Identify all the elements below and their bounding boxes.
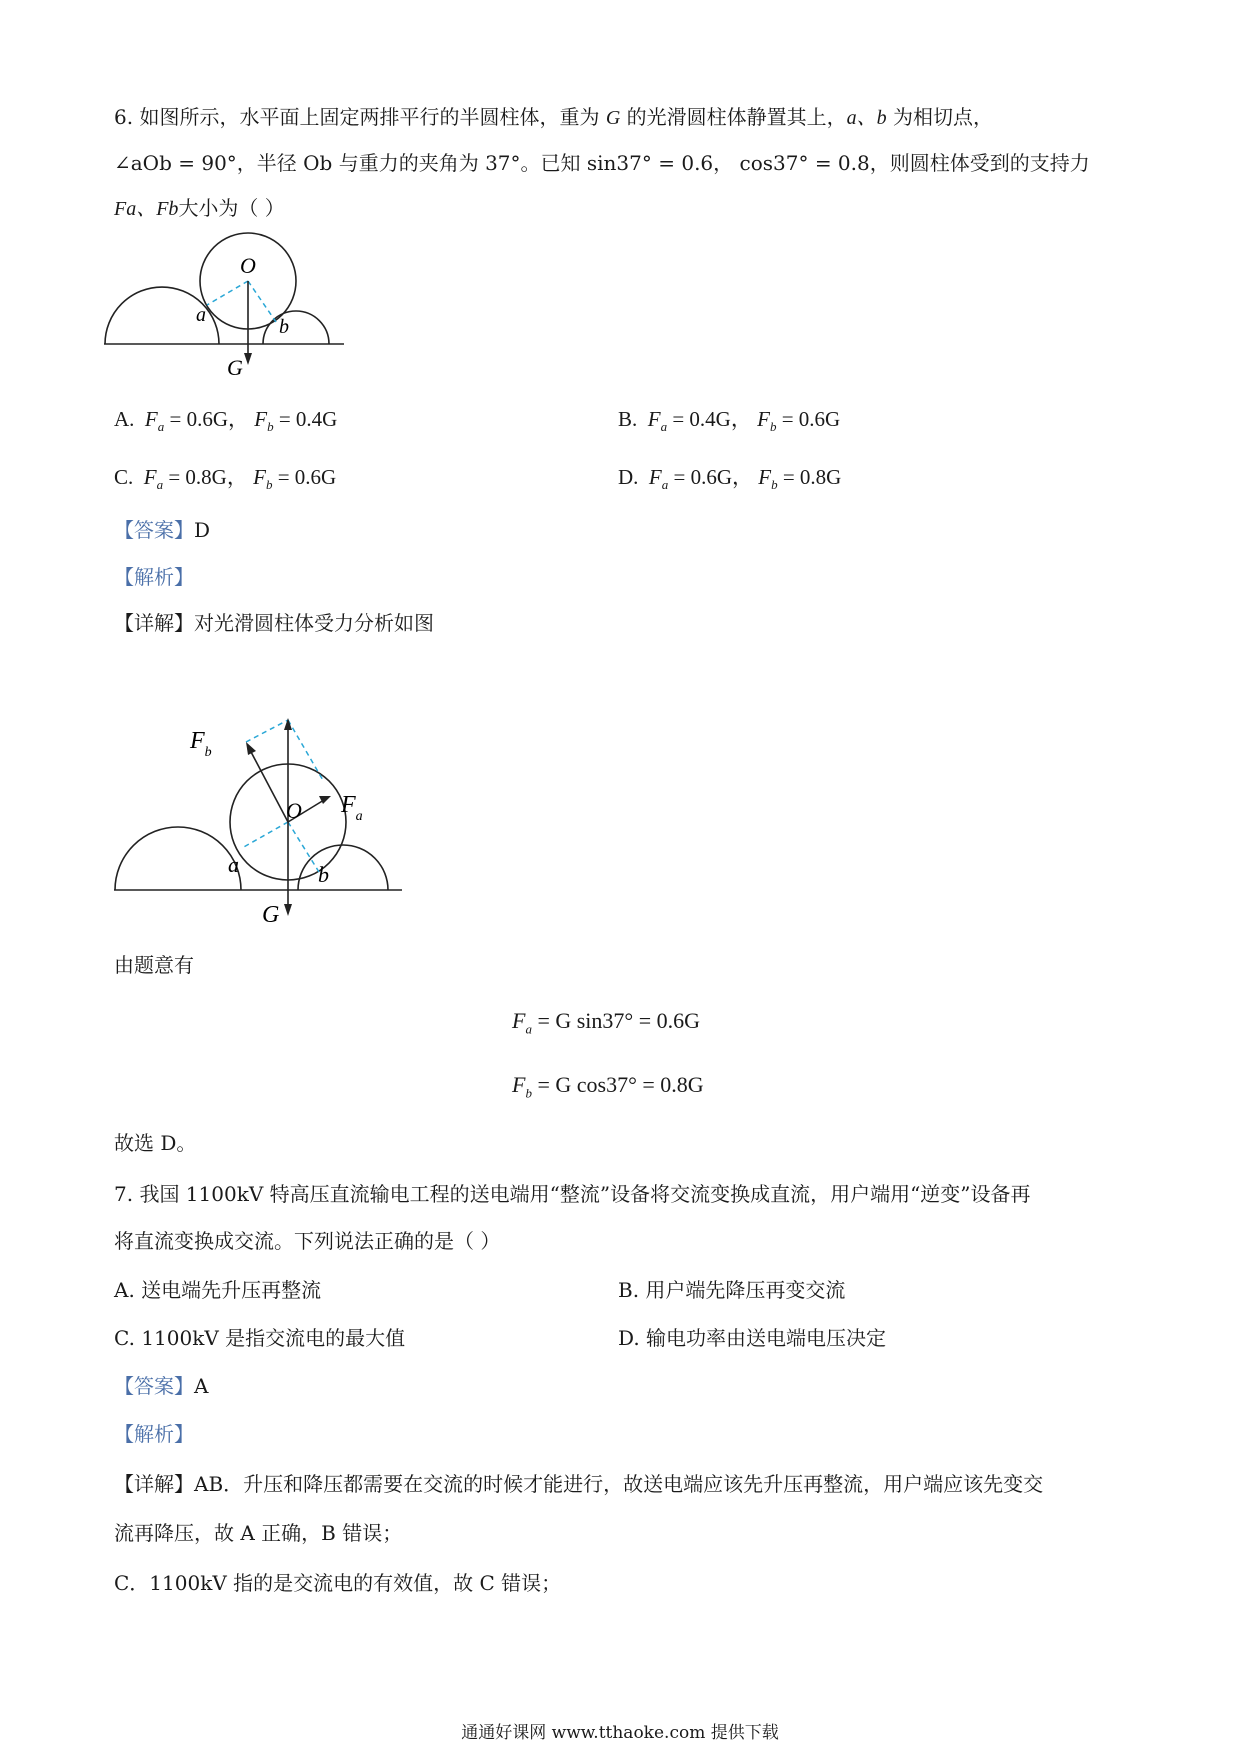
q6-given: 由题意有 <box>114 953 194 977</box>
option-fa: = 0.6G <box>673 465 733 489</box>
equation-rhs: = G sin37° = 0.6G <box>537 1008 701 1033</box>
option-text: 送电端先升压再整流 <box>141 1278 322 1302</box>
q6-text: 大小为（ ） <box>178 196 285 220</box>
q6-conclusion: 故选 D。 <box>114 1131 197 1155</box>
option-fb: = 0.8G <box>782 465 842 489</box>
q6-equation-1: $F_a = G$ sin37° = 0.6G <box>512 1008 701 1037</box>
answer-tag: 【答案】 <box>114 518 194 542</box>
fig2-label-fb: $F_b$ <box>190 728 212 760</box>
analysis-tag: 【解析】 <box>114 1422 194 1446</box>
answer-value: A <box>194 1374 209 1398</box>
fig2-label-o: O <box>286 798 302 823</box>
page-footer: 通通好课网 www.tthaoke.com 提供下载 <box>461 1723 779 1743</box>
q7-line-2: 将直流变换成交流。下列说法正确的是（ ） <box>114 1229 501 1253</box>
fig2-label-g: G <box>262 902 280 926</box>
q6-figure-1 <box>100 225 360 385</box>
q7-line-1: 7. 我国 1100kV 特高压直流输电工程的送电端用“整流”设备将交流变换成直流，用户端用“逆变”设备再 <box>114 1182 1031 1206</box>
option-fb: = 0.6G <box>277 465 337 489</box>
fig2-label-b: b <box>318 862 329 887</box>
option-fa: = 0.4G <box>672 407 731 431</box>
q6-weight-symbol: G <box>605 107 621 129</box>
option-letter: B. <box>618 1278 640 1302</box>
q6-points: a、b <box>846 107 887 129</box>
q7-analysis <box>114 1419 194 1449</box>
option-fb: = 0.6G <box>781 407 841 431</box>
q6-option-d[interactable]: D. $F_a = 0.6G$， $F_b = 0.8G$ <box>618 465 842 493</box>
analysis-tag: 【解析】 <box>114 565 194 589</box>
q7-detail-1 <box>114 1469 1043 1499</box>
fig2-label-fa: $F_a$ <box>341 792 363 824</box>
answer-tag: 【答案】 <box>114 1374 194 1398</box>
detail-text: AB．升压和降压都需要在交流的时候才能进行，故送电端应该先升压再整流，用户端应该先变交 <box>194 1472 1044 1496</box>
q7-option-b[interactable] <box>618 1275 845 1305</box>
option-letter: D. <box>618 465 639 489</box>
q6-text: 的光滑圆柱体静置其上， <box>626 105 847 129</box>
option-letter: A. <box>114 407 135 431</box>
detail-text: 对光滑圆柱体受力分析如图 <box>194 611 434 635</box>
detail-tag: 【详解】 <box>114 1472 194 1496</box>
option-letter: B. <box>618 407 638 431</box>
q6-line-3 <box>114 193 285 224</box>
option-fb: = 0.4G <box>278 407 338 431</box>
equation-rhs: = G cos37° = 0.8G <box>537 1072 704 1097</box>
q7-detail-2: 流再降压，故 A 正确，B 错误； <box>114 1521 403 1545</box>
option-letter: D. <box>618 1326 640 1350</box>
option-text: 1100kV 是指交流电的最大值 <box>141 1326 406 1350</box>
fig1-label-o: O <box>240 253 256 278</box>
q6-line-2: ∠aOb = 90°，半径 Ob 与重力的夹角为 37°。已知 sin37° = 0.6， cos37° = 0.8，则圆柱体受到的支持力 <box>114 151 1090 175</box>
option-text: 输电功率由送电端电压决定 <box>646 1326 887 1350</box>
q6-detail <box>114 608 434 638</box>
option-fa: = 0.8G <box>168 465 227 489</box>
q7-option-a[interactable] <box>114 1275 321 1305</box>
fig1-label-a: a <box>196 304 206 326</box>
q6-figure-2 <box>100 712 420 926</box>
option-text: 用户端先降压再变交流 <box>645 1278 846 1302</box>
q6-answer <box>114 515 210 545</box>
fig2-label-a: a <box>228 852 239 877</box>
answer-value: D <box>194 518 211 542</box>
fig1-label-g: G <box>227 355 243 380</box>
q7-option-d[interactable] <box>618 1323 886 1353</box>
q6-equation-2: $F_b = G$ cos37° = 0.8G <box>512 1072 704 1101</box>
q6-option-a[interactable]: A. $F_a = 0.6G$， $F_b = 0.4G$ <box>114 407 338 435</box>
q6-option-b[interactable]: B. $F_a = 0.4G$， $F_b = 0.6G$ <box>618 407 841 435</box>
q6-analysis <box>114 562 194 592</box>
fig1-label-b: b <box>279 316 289 338</box>
q7-detail-3: C．1100kV 指的是交流电的有效值，故 C 错误； <box>114 1571 562 1595</box>
q6-option-c[interactable]: C. $F_a = 0.8G$， $F_b = 0.6G$ <box>114 465 337 493</box>
q7-option-c[interactable] <box>114 1323 405 1353</box>
q6-text: 6. 如图所示，水平面上固定两排平行的半圆柱体，重为 <box>114 105 600 129</box>
detail-tag: 【详解】 <box>114 611 194 635</box>
q7-answer <box>114 1371 208 1401</box>
option-letter: A. <box>114 1278 135 1302</box>
option-letter: C. <box>114 465 134 489</box>
q6-line-1 <box>114 102 993 133</box>
option-letter: C. <box>114 1326 135 1350</box>
q6-text: 为相切点， <box>892 105 993 129</box>
option-fa: = 0.6G <box>169 407 229 431</box>
q6-forces: Fa、Fb <box>114 198 179 220</box>
